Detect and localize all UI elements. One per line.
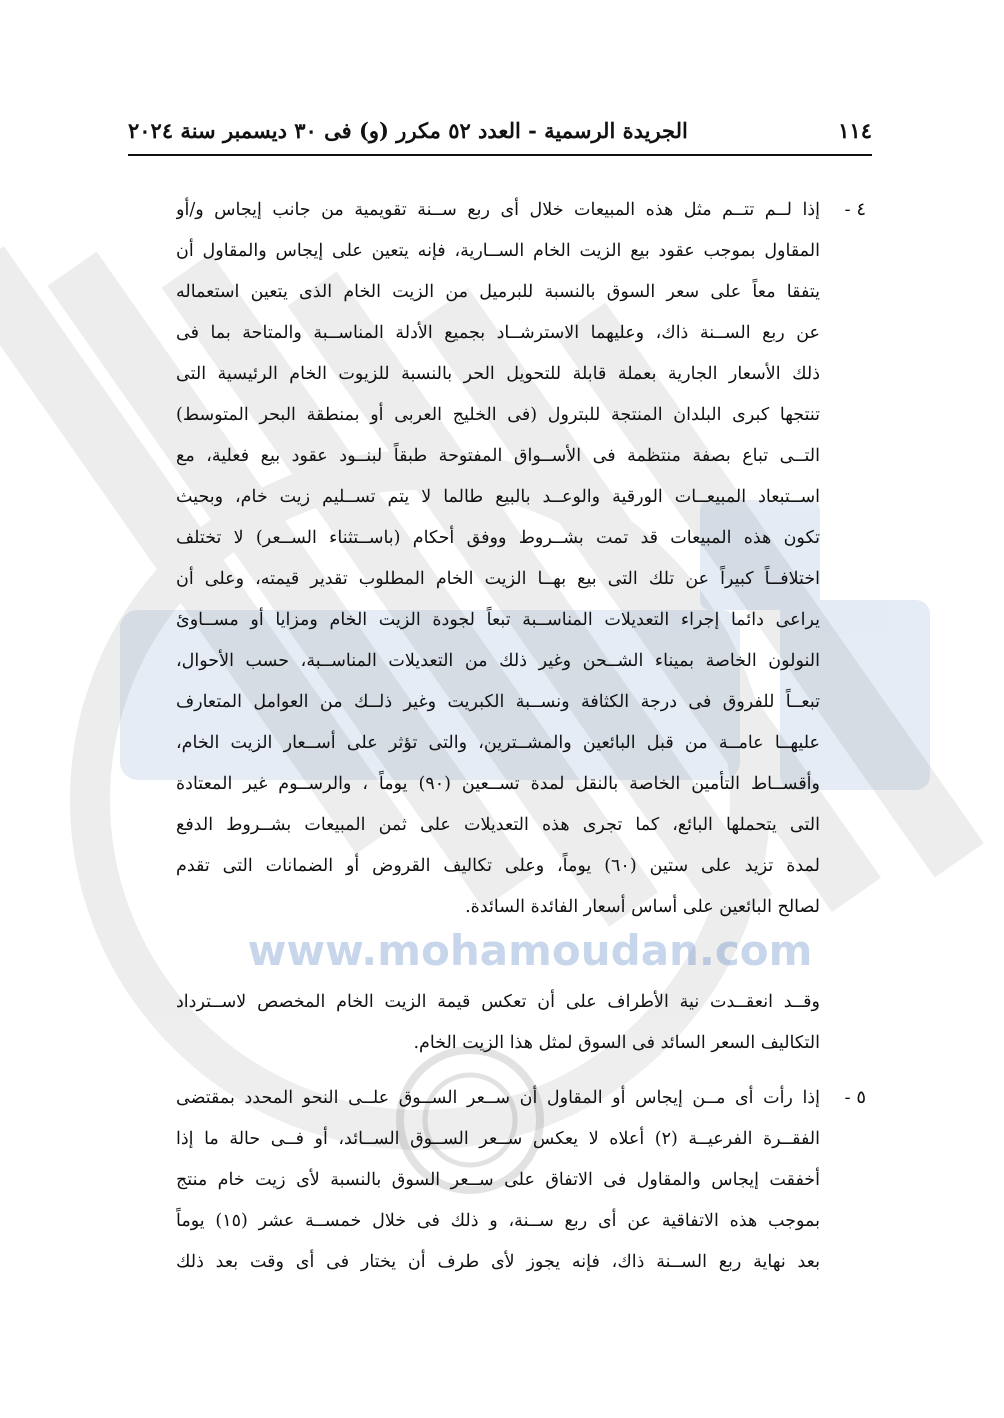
watermark-url: www.mohamoudan.com: [247, 926, 813, 975]
text-line: تبعــاً للفروق فى درجة الكثافة ونســبة الكبريت وغير ذلــك من العوامل المتعارف: [176, 692, 820, 712]
text-line: لصالح البائعين على أساس أسعار الفائدة السائدة.: [465, 897, 820, 917]
text-line: إذا رأت أى مــن إيجاس أو المقاول أن ســعر الســوق علــى النحو المحدد بمقتضى: [176, 1088, 820, 1108]
header-title: الجريدة الرسمية - العدد ٥٢ مكرر (و) فى ٣٠ ديسمبر سنة ٢٠٢٤: [128, 117, 688, 143]
text-line: المقاول بموجب عقود بيع الزيت الخام الســارية، فإنه يتعين على إيجاس والمقاول أن: [176, 241, 820, 261]
text-line: ذلك الأسعار الجارية بعملة قابلة للتحويل الحر بالنسبة للزيوت الخام الرئيسية التى: [176, 364, 820, 384]
text-line: يتفقا معاً على سعر السوق بالنسبة للبرميل من الزيت الخام الذى يتعين استعماله: [176, 282, 820, 302]
text-line: أخفقت إيجاس والمقاول فى الاتفاق على ســعر السوق بالنسبة لأى زيت خام منتج: [176, 1170, 820, 1190]
page-number: ١١٤: [838, 117, 872, 143]
header-divider: [128, 154, 872, 156]
text-line: التى يتحملها البائع، كما تجرى هذه التعديلات على ثمن المبيعات بشــروط الدفع: [176, 815, 820, 835]
text-line: إذا لــم تتــم مثل هذه المبيعات خلال أى ربع ســنة تقويمية من جانب إيجاس و/أو: [176, 200, 820, 220]
text-line: التكاليف السعر السائد فى السوق لمثل هذا الزيت الخام.: [413, 1033, 820, 1053]
text-line: وأقســاط التأمين الخاصة بالنقل لمدة تســعين (٩٠) يوماً ، والرســوم غير المعتادة: [176, 774, 820, 794]
list-item-5: [176, 1078, 866, 1288]
text-line: عن ربع الســنة ذاك، وعليهما الاسترشــاد بجميع الأدلة المناســبة والمتاحة بما فى: [176, 323, 820, 343]
text-line: عليهــا عامــة من قبل البائعين والمشــترين، والتى تؤثر على أســعار الزيت الخام،: [176, 733, 820, 753]
text-line: التــى تباع بصفة منتظمة فى الأســواق المفتوحة طبقاً لبنــود عقود بيع فعلية، مع: [176, 446, 820, 466]
text-line: بموجب هذه الاتفاقية عن أى ربع ســنة، و ذلك فى خلال خمســة عشر (١٥) يوماً: [176, 1211, 820, 1231]
text-line: يراعى دائما إجراء التعديلات المناســبة تبعاً لجودة الزيت الخام ومزايا أو مســاوئ: [176, 610, 820, 630]
text-line: وقــد انعقــدت نية الأطراف على أن تعكس قيمة الزيت الخام المخصص لاســترداد: [176, 992, 820, 1012]
text-line: بعد نهاية ربع الســنة ذاك، فإنه يجوز لأى طرف أن يختار فى أى وقت بعد ذلك: [176, 1252, 820, 1272]
text-line: الفقــرة الفرعيــة (٢) أعلاه لا يعكس ســعر الســوق الســائد، أو فــى حالة ما إذا: [176, 1129, 820, 1149]
item-body: [176, 1078, 820, 1288]
item-number: ٥ -: [844, 1087, 866, 1108]
text-line: تنتجها كبرى البلدان المنتجة للبترول (فى الخليج العربى أو بمنطقة البحر المتوسط): [176, 405, 820, 425]
paragraph-body: [176, 982, 820, 1064]
text-line: تكون هذه المبيعات قد تمت بشــروط ووفق أحكام (باســتثناء الســعر) لا تختلف: [176, 528, 820, 548]
page-header: [128, 112, 872, 148]
text-line: لمدة تزيد على ستين (٦٠) يوماً، وعلى تكاليف القروض أو الضمانات التى تقدم: [176, 856, 820, 876]
item-number: ٤ -: [844, 199, 866, 220]
text-line: النولون الخاصة بميناء الشــحن وغير ذلك من التعديلات المناســبة، حسب الأحوال،: [176, 651, 820, 671]
list-item-4: [176, 190, 866, 930]
item-body: [176, 190, 820, 930]
text-line: اختلافــاً كبيراً عن تلك التى بيع بهــا الزيت الخام المطلوب تقدير قيمته، وعلى أن: [176, 569, 820, 589]
text-line: اســتبعاد المبيعــات الورقية والوعــد بالبيع طالما لا يتم تســليم زيت خام، وبحيث: [176, 487, 820, 507]
paragraph-cost-recovery: [176, 982, 866, 1064]
